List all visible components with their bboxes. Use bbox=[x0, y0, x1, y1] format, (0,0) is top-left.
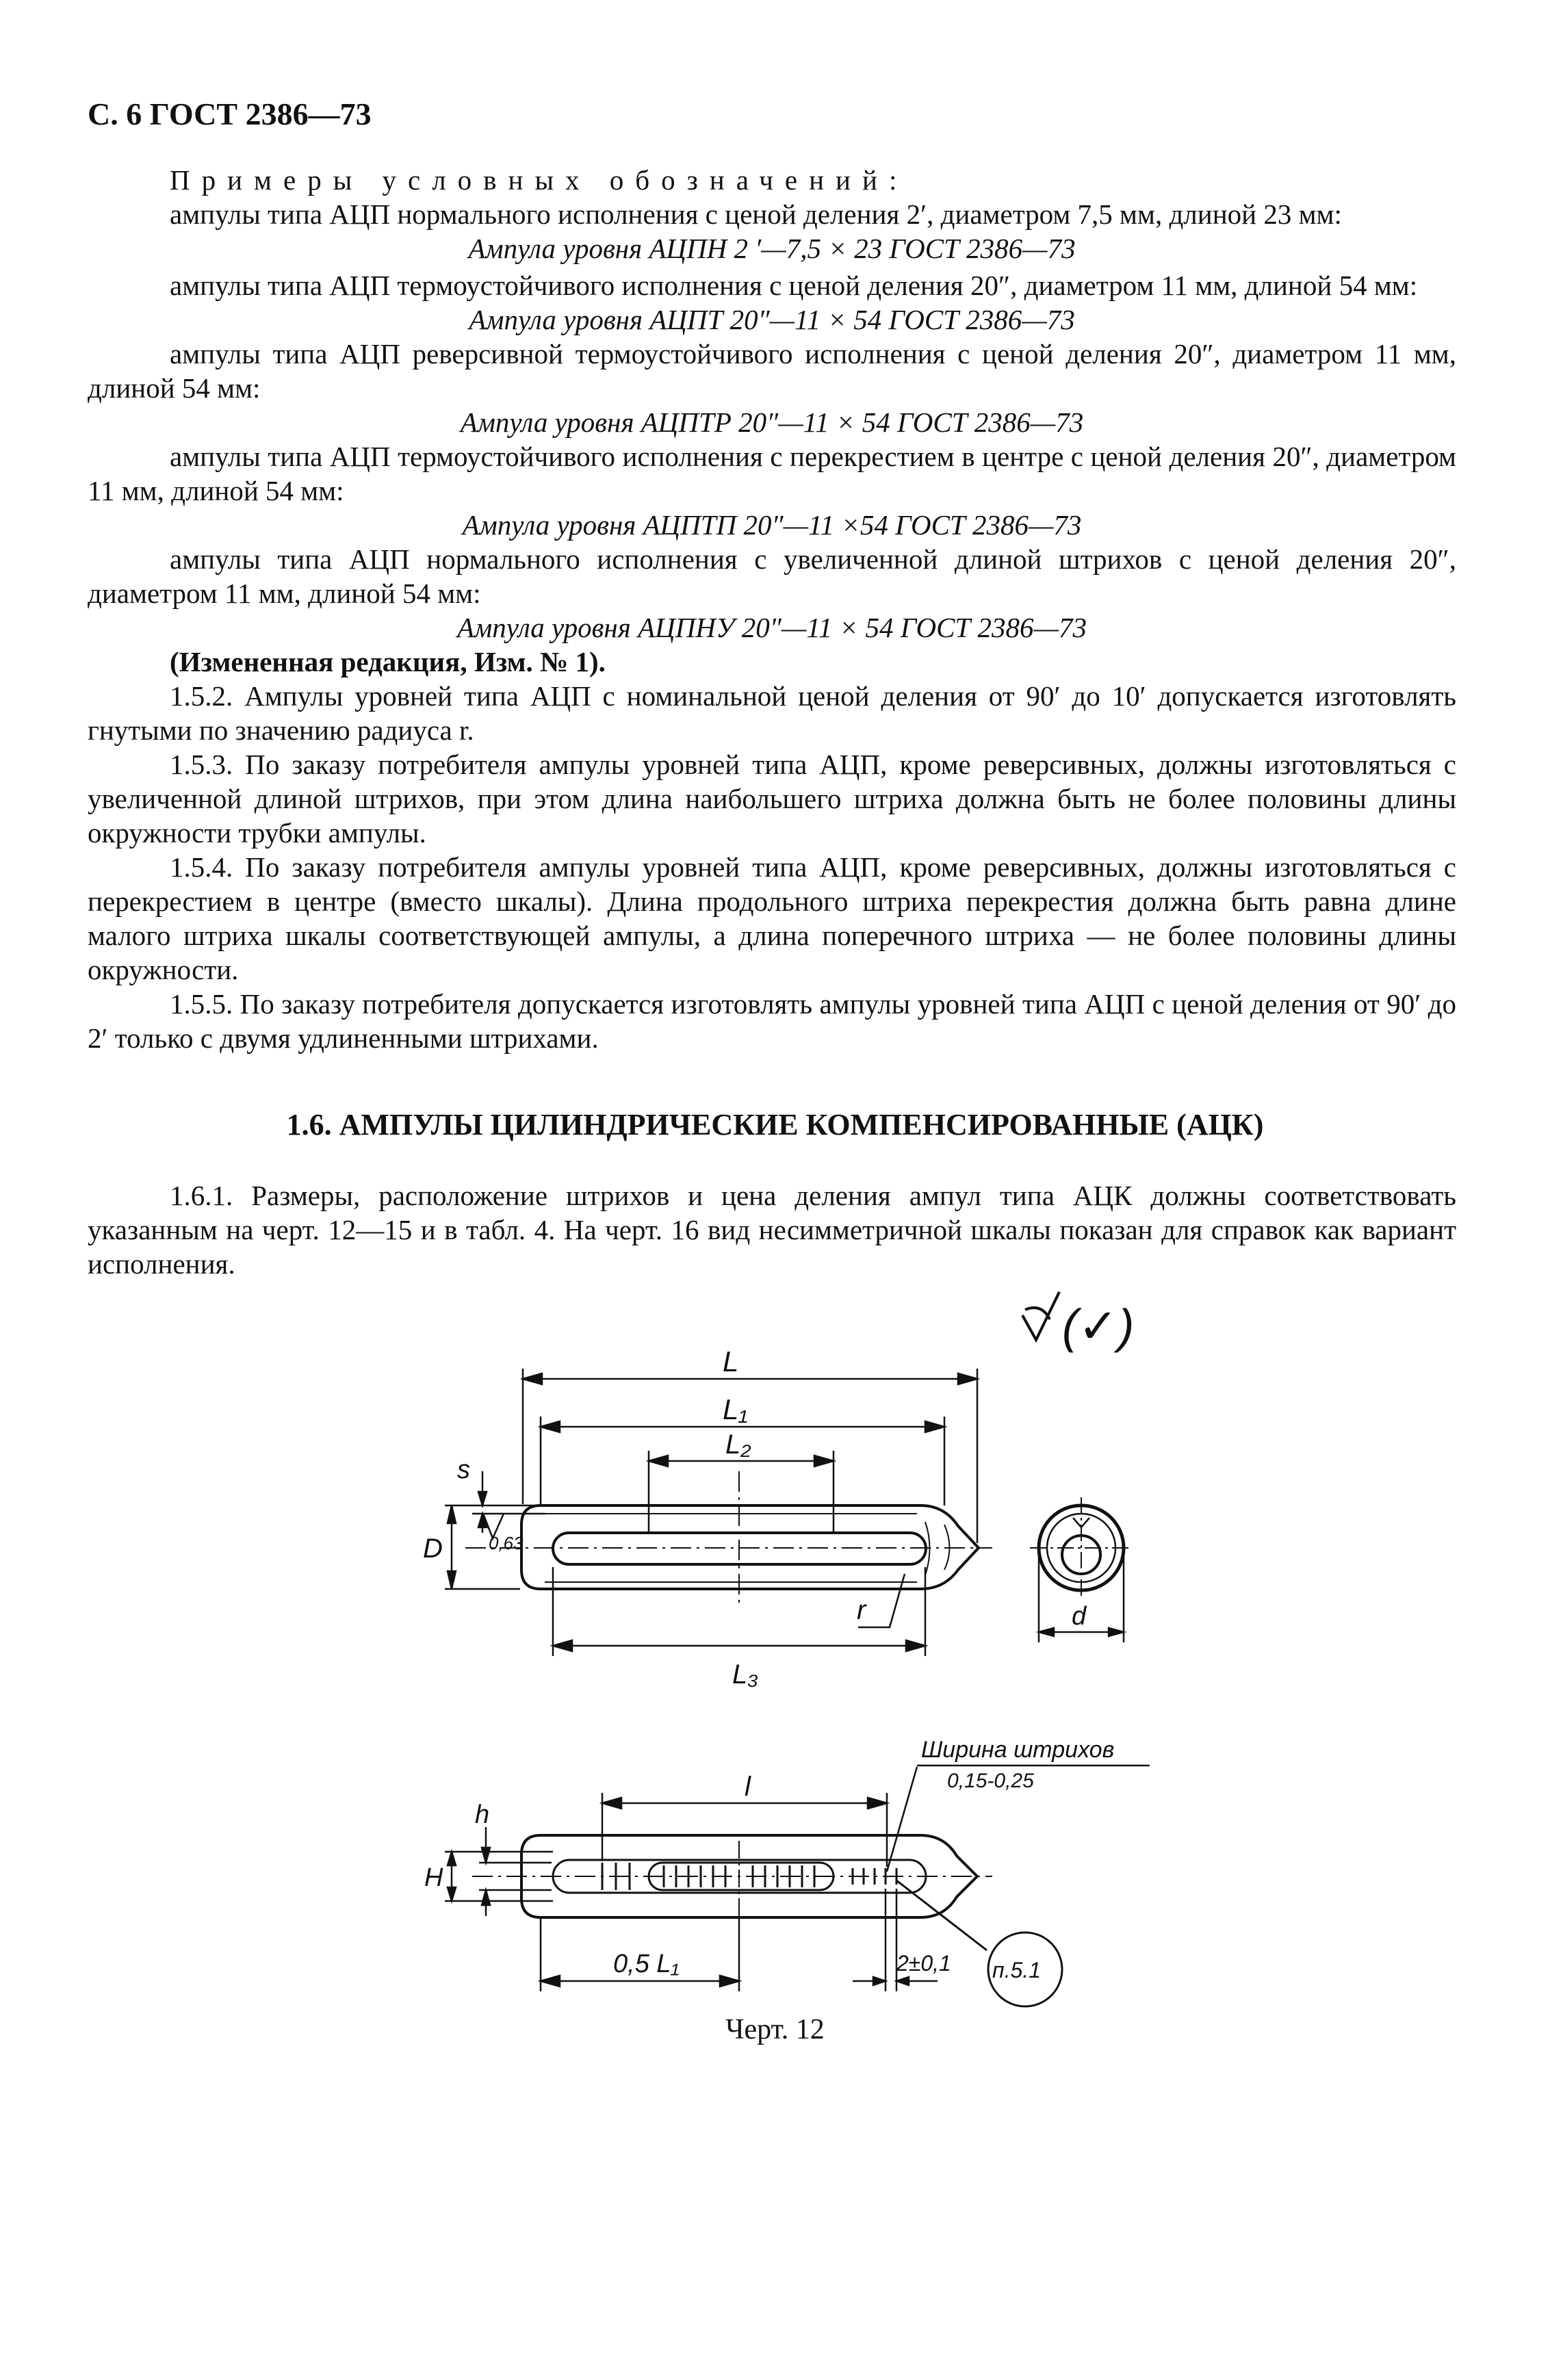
dimension-half-L1-label: 0,5 L₁ bbox=[613, 1950, 680, 1978]
example-designation: Ампула уровня АЦПТ 20″—11 × 54 ГОСТ 2386—73 bbox=[469, 304, 1075, 335]
stroke-width-note bbox=[887, 1737, 1150, 1872]
dimension-L1-label: L₁ bbox=[723, 1393, 748, 1425]
roughness-note bbox=[483, 1514, 524, 1553]
dimension-D-label: D bbox=[423, 1534, 443, 1564]
dimension-h bbox=[475, 1800, 552, 1916]
clause-1-5-3: 1.5.3. По заказу потребителя ампулы уровней типа АЦП, кроме реверсивных, должны изготовляться с увеличенной длиной штрихов, при этом длина наибольшего штриха должна быть не более половины длины окружности трубки ампулы. bbox=[88, 749, 1456, 849]
dimension-h-label: h bbox=[475, 1800, 490, 1829]
roughness-symbol-text: (✓) bbox=[1062, 1299, 1135, 1353]
dimension-l bbox=[602, 1772, 887, 1867]
dimension-tolerance bbox=[853, 1889, 951, 1991]
dimension-tolerance-label: 2±0,1 bbox=[896, 1951, 951, 1976]
example-designation: Ампула уровня АЦПН 2 ′—7,5 × 23 ГОСТ 2386—73 bbox=[468, 233, 1076, 264]
page-header: С. 6 ГОСТ 2386—73 bbox=[88, 96, 372, 131]
scale-ticks bbox=[602, 1841, 896, 1916]
examples-title: Примеры условных обозначений: bbox=[170, 164, 909, 196]
figure-caption: Черт. 12 bbox=[725, 2014, 825, 2045]
ampoule-end-view bbox=[1030, 1497, 1133, 1599]
clause-1-5-2: 1.5.2. Ампулы уровней типа АЦП с номинальной ценой деления от 90′ до 10′ допускается изготовлять гнутыми по значению радиуса r. bbox=[88, 680, 1456, 746]
dimension-l-label: l bbox=[745, 1772, 751, 1802]
example-designation: Ампула уровня АЦПНУ 20″—11 × 54 ГОСТ 2386—73 bbox=[457, 612, 1087, 643]
example-text: ампулы типа АЦП нормального исполнения с ценой деления 2′, диаметром 7,5 мм, длиной 23 мм: bbox=[170, 198, 1342, 230]
example-designation: Ампула уровня АЦПТП 20″—11 ×54 ГОСТ 2386—73 bbox=[462, 509, 1082, 541]
dimension-d-label: d bbox=[1072, 1602, 1087, 1631]
example-text: ампулы типа АЦП термоустойчивого исполнения с ценой деления 20″, диаметром 11 мм, длиной 54 мм: bbox=[170, 270, 1418, 301]
dimension-L-label: L bbox=[723, 1345, 739, 1377]
roughness-value: 0,63 bbox=[489, 1533, 524, 1553]
amendment-note: (Измененная редакция, Изм. № 1). bbox=[170, 646, 606, 677]
stroke-width-label: Ширина штрихов bbox=[921, 1737, 1115, 1763]
dimension-half-L1 bbox=[541, 1916, 739, 1991]
example-text: ампулы типа АЦП нормального исполнения с увеличенной длиной штрихов с ценой деления 20″, диаметром 11 мм, длиной 54 мм: bbox=[88, 543, 1456, 609]
stroke-width-value: 0,15-0,25 bbox=[947, 1770, 1034, 1792]
dimension-H-label: H bbox=[424, 1863, 443, 1892]
ampoule-top-view bbox=[472, 1835, 992, 1917]
example-text: ампулы типа АЦП реверсивной термоустойчивого исполнения с ценой деления 20″, диаметром 11 мм, длиной 54 мм: bbox=[88, 338, 1456, 404]
reference-label: п.5.1 bbox=[992, 1958, 1041, 1982]
dimension-s-label: s bbox=[457, 1456, 470, 1484]
dimension-L2-label: L₂ bbox=[725, 1430, 751, 1460]
example-designation: Ампула уровня АЦПТР 20″—11 × 54 ГОСТ 2386—73 bbox=[460, 406, 1084, 438]
clause-1-5-4: 1.5.4. По заказу потребителя ампулы уровней типа АЦП, кроме реверсивных, должны изготовляться с перекрестием в центре (вместо шкалы). Длина продольного штриха перекрестия должна быть равна длине малого штриха шкалы соответствующей ампулы, а длина поперечного штриха — не более половины длины окружности. bbox=[88, 851, 1456, 985]
radius-label: r bbox=[857, 1595, 866, 1625]
clause-1-6-1: 1.6.1. Размеры, расположение штрихов и цена деления ампул типа АЦК должны соответствовать указанным на черт. 12—15 и в табл. 4. На черт. 16 вид несимметричной шкалы показан для справок как вариант исполнения. bbox=[88, 1180, 1456, 1280]
dimension-L3-label: L₃ bbox=[732, 1659, 759, 1690]
section-title: 1.6. АМПУЛЫ ЦИЛИНДРИЧЕСКИЕ КОМПЕНСИРОВАННЫЕ (АЦК) bbox=[286, 1108, 1264, 1141]
roughness-symbol bbox=[1022, 1292, 1134, 1353]
ampoule-side-view bbox=[465, 1471, 992, 1608]
example-text: ампулы типа АЦП термоустойчивого исполнения с перекрестием в центре с ценой деления 20″, диаметром 11 мм, длиной 54 мм: bbox=[88, 441, 1456, 506]
dimension-L2 bbox=[649, 1430, 834, 1533]
clause-1-5-5: 1.5.5. По заказу потребителя допускается изготовлять ампулы уровней типа АЦП с ценой деления от 90′ до 2′ только с двумя удлиненными штрихами. bbox=[88, 988, 1456, 1054]
reference-callout bbox=[896, 1880, 1062, 2006]
